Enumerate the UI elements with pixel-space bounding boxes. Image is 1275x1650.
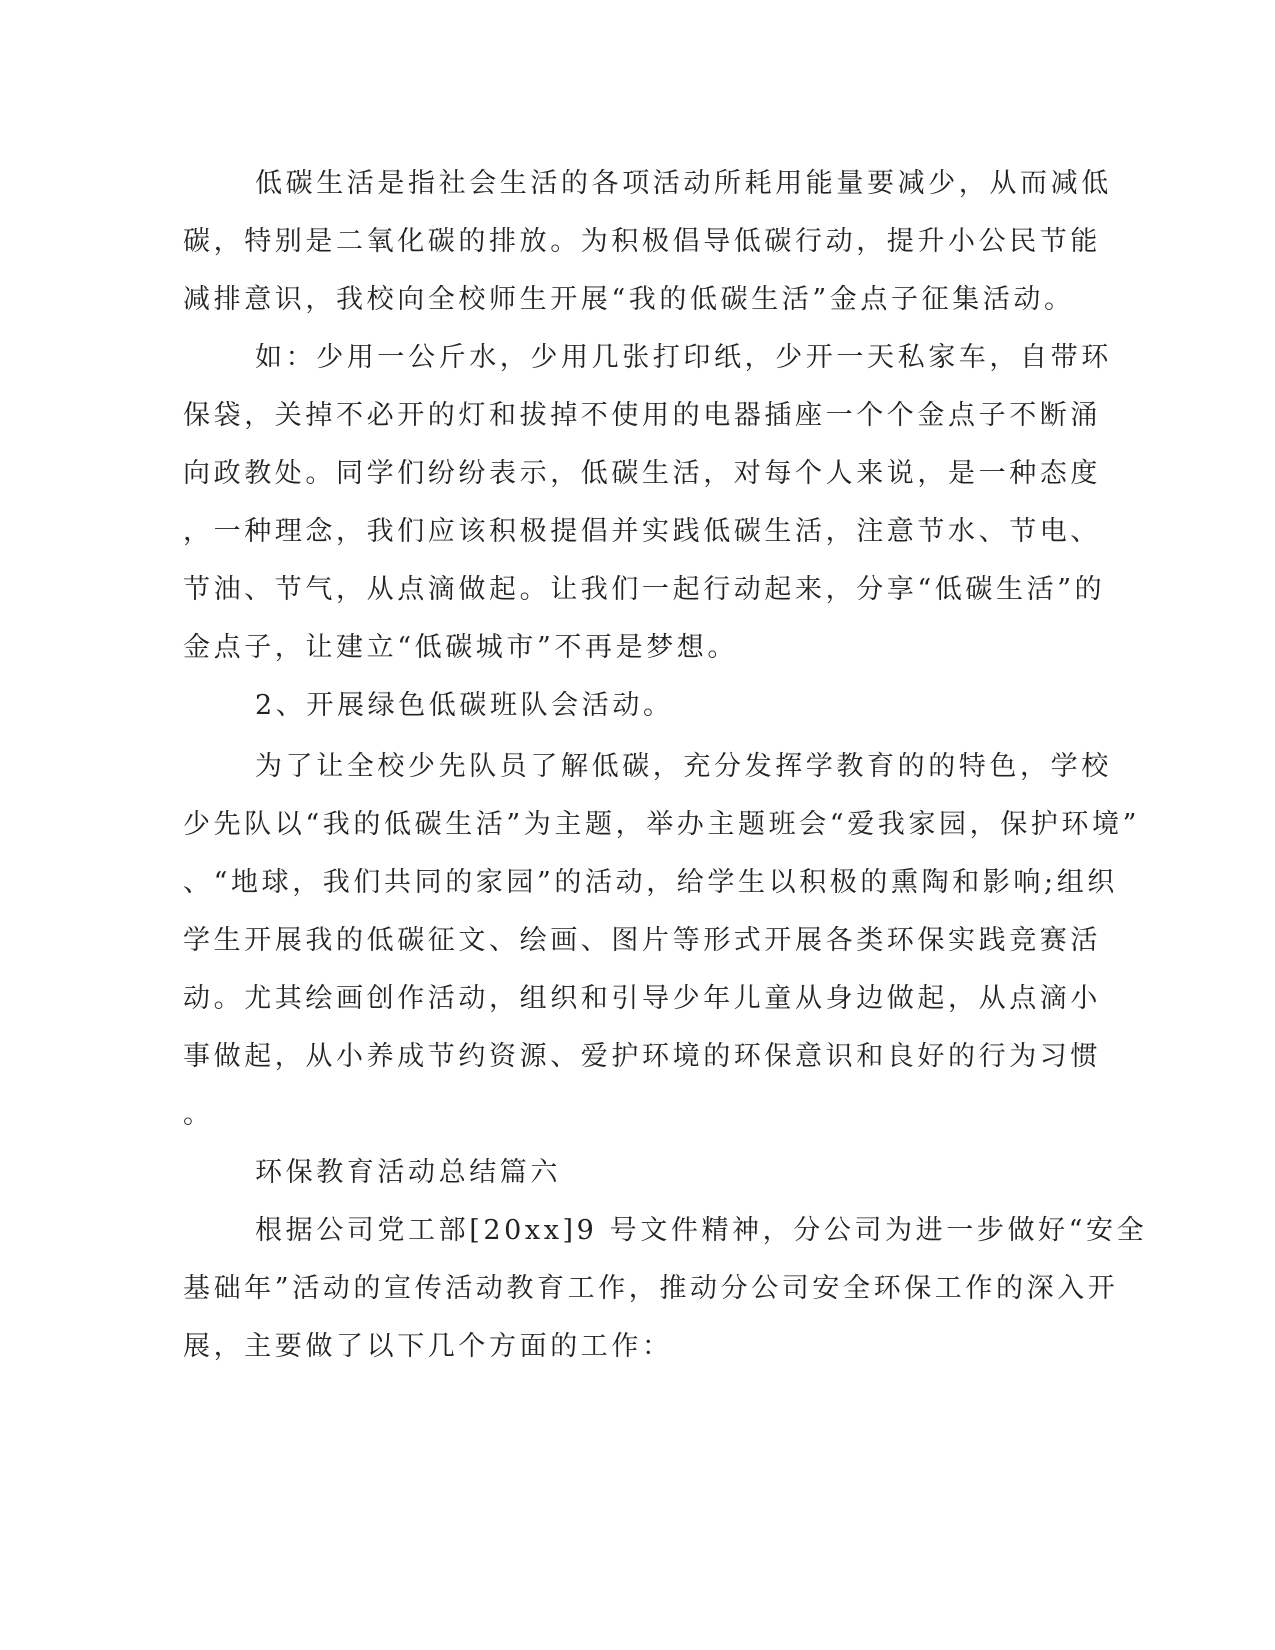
section-heading: 2、开展绿色低碳班队会活动。 [255,690,674,721]
paragraph-line: 。 [183,1099,214,1130]
paragraph-line: 基础年”活动的宣传活动教育工作，推动分公司安全环保工作的深入开 [183,1273,1119,1304]
paragraph-line: 碳，特别是二氧化碳的排放。为积极倡导低碳行动，提升小公民节能 [183,226,1101,257]
paragraph-line: 事做起，从小养成节约资源、爱护环境的环保意识和良好的行为习惯 [183,1041,1101,1072]
paragraph-line: 学生开展我的低碳征文、绘画、图片等形式开展各类环保实践竞赛活 [183,925,1101,956]
section-title: 环保教育活动总结篇六 [255,1157,561,1188]
paragraph-line: ，一种理念，我们应该积极提倡并实践低碳生活，注意节水、节电、 [183,516,1101,547]
paragraph-line: 金点子，让建立“低碳城市”不再是梦想。 [183,632,739,663]
paragraph-line: 少先队以“我的低碳生活”为主题，举办主题班会“爱我家园，保护环境” [183,809,1141,840]
paragraph-line: 、“地球，我们共同的家园”的活动，给学生以积极的熏陶和影响;组织 [183,867,1118,898]
paragraph-line: 低碳生活是指社会生活的各项活动所耗用能量要减少，从而减低 [255,168,1112,199]
paragraph-line: 保袋，关掉不必开的灯和拔掉不使用的电器插座一个个金点子不断涌 [183,400,1101,431]
paragraph-line: 为了让全校少先队员了解低碳，充分发挥学教育的的特色，学校 [255,751,1112,782]
paragraph-line: 根据公司党工部[20xx]9 号文件精神，分公司为进一步做好“安全 [255,1215,1148,1246]
paragraph-line: 动。尤其绘画创作活动，组织和引导少年儿童从身边做起，从点滴小 [183,983,1101,1014]
paragraph-line: 向政教处。同学们纷纷表示，低碳生活，对每个人来说，是一种态度 [183,458,1101,489]
paragraph-line: 减排意识，我校向全校师生开展“我的低碳生活”金点子征集活动。 [183,284,1075,315]
paragraph-line: 展，主要做了以下几个方面的工作： [183,1331,673,1362]
paragraph-line: 节油、节气，从点滴做起。让我们一起行动起来，分享“低碳生活”的 [183,574,1106,605]
paragraph-line: 如：少用一公斤水，少用几张打印纸，少开一天私家车，自带环 [255,342,1112,373]
